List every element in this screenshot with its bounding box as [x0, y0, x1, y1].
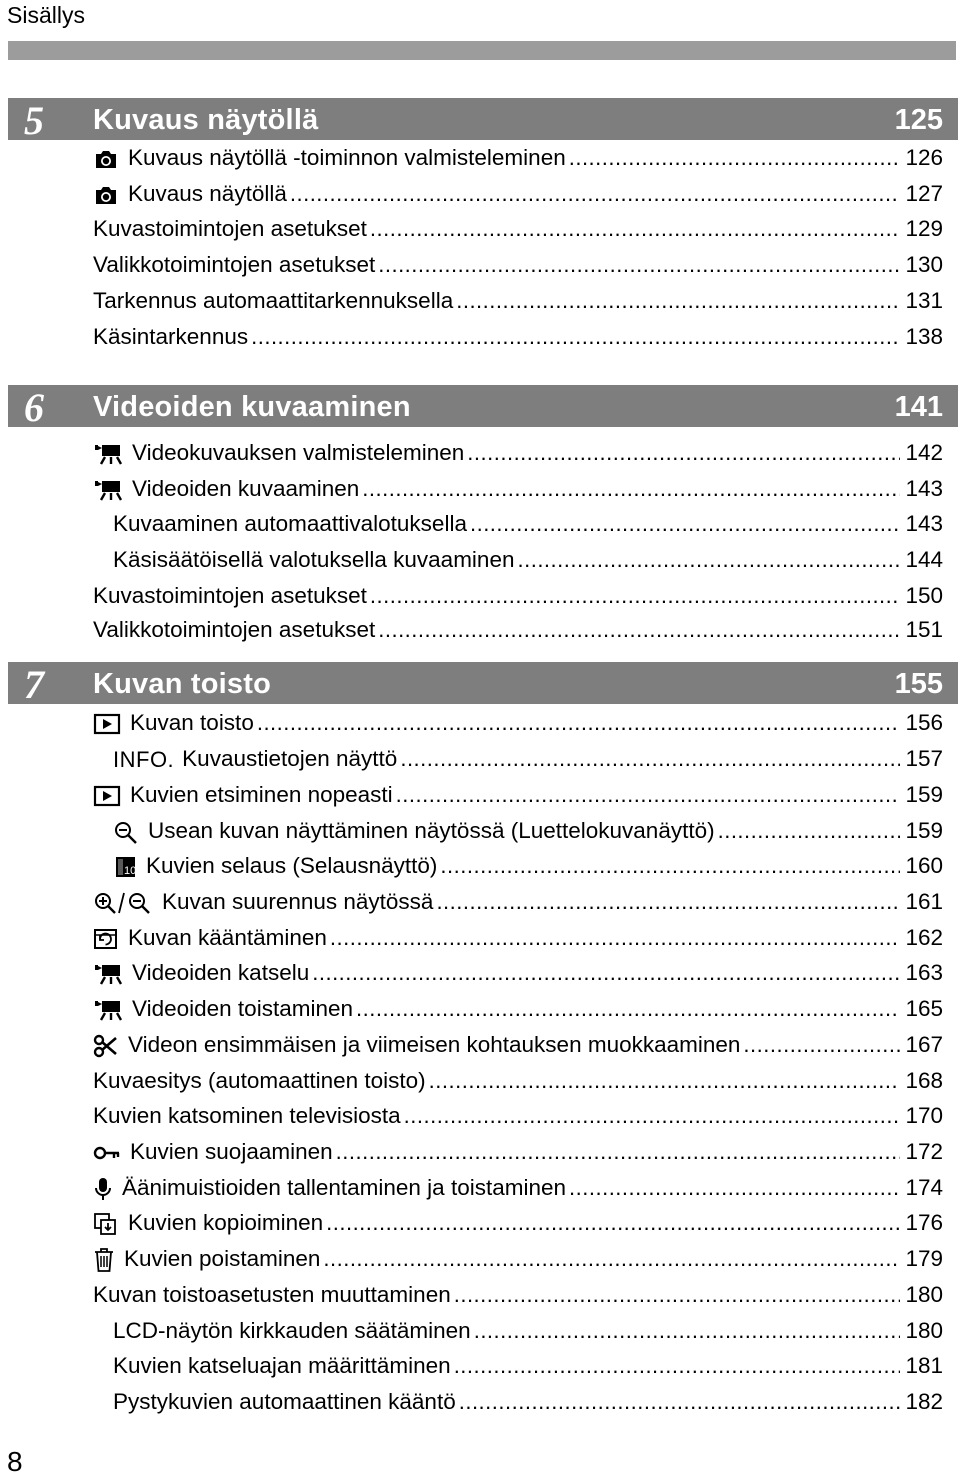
toc-entry-page: 131 [905, 288, 943, 313]
toc-entry-page: 130 [905, 252, 943, 277]
toc-entry-page: 143 [905, 476, 943, 501]
chapter-number: 6 [24, 385, 44, 430]
toc-entry-title: Kuvan suurennus näytössä [162, 889, 434, 914]
chapter-title: Kuvan toisto [93, 668, 272, 700]
leader-dots [569, 1175, 900, 1201]
svg-text:10: 10 [124, 865, 137, 877]
toc-entry-title: Kuvien suojaaminen [130, 1139, 333, 1164]
toc-entry-page: 174 [905, 1175, 943, 1200]
toc-entry-page: 181 [905, 1353, 943, 1378]
leader-dots [718, 818, 901, 844]
toc-entry-page: 142 [905, 440, 943, 465]
toc-entry[interactable] [113, 853, 943, 881]
leader-dots [356, 996, 900, 1022]
chapter-heading[interactable] [8, 385, 958, 430]
copy-icon [93, 1212, 119, 1236]
toc-entry-page: 151 [905, 617, 943, 642]
toc-entry-page: 144 [905, 547, 943, 572]
info-icon [113, 747, 174, 773]
toc-entry-page: 168 [905, 1068, 943, 1093]
toc-entry[interactable] [93, 181, 943, 209]
toc-entry[interactable] [93, 1246, 943, 1274]
toc-entry[interactable] [93, 288, 943, 316]
toc-entry[interactable] [93, 1068, 943, 1096]
toc-entry[interactable] [93, 1139, 943, 1167]
leader-dots [440, 853, 900, 879]
toc-entry-page: 138 [905, 324, 943, 349]
toc-entry-page: 172 [905, 1139, 943, 1164]
leader-dots [378, 252, 900, 278]
leader-dots [396, 782, 901, 808]
chapter-page-number: 155 [894, 668, 943, 700]
toc-entry-title: Kuvaustietojen näyttö [182, 746, 398, 771]
toc-entry[interactable] [93, 440, 943, 468]
leader-dots [743, 1032, 900, 1058]
toc-entry-page: 180 [905, 1282, 943, 1307]
toc-entry[interactable] [113, 818, 943, 846]
jump-icon [113, 855, 137, 879]
toc-entry-page: 159 [905, 782, 943, 807]
toc-entry-page: 160 [905, 853, 943, 878]
toc-entry-title: Valikkotoimintojen asetukset [93, 252, 376, 277]
toc-entry[interactable] [93, 324, 943, 352]
toc-entry-page: 167 [905, 1032, 943, 1057]
toc-entry[interactable] [93, 476, 943, 504]
playback-icon [93, 785, 121, 807]
toc-entry-title: Kuvan toisto [130, 710, 254, 735]
toc-entry-page: 161 [905, 889, 943, 914]
toc-entry-title: Videoiden kuvaaminen [132, 476, 360, 501]
leader-dots [323, 1246, 900, 1272]
leader-dots [257, 710, 901, 736]
chapter-page-number: 125 [894, 104, 943, 136]
toc-entry[interactable] [93, 1282, 943, 1310]
toc-entry-page: 156 [905, 710, 943, 735]
toc-entry[interactable] [113, 547, 943, 575]
toc-entry[interactable] [93, 252, 943, 280]
toc-entry[interactable] [93, 617, 943, 645]
header-title: Sisällys [7, 2, 85, 28]
toc-entry-title: Käsisäätöisellä valotuksella kuvaaminen [113, 547, 515, 572]
playback-icon [93, 713, 121, 735]
toc-entry-page: 159 [905, 818, 943, 843]
toc-entry[interactable] [93, 889, 943, 917]
toc-entry-page: 127 [905, 181, 943, 206]
toc-entry-title: Videoiden katselu [132, 960, 310, 985]
toc-entry-title: Videoiden toistaminen [132, 996, 353, 1021]
toc-entry-page: 150 [905, 583, 943, 608]
leader-dots [517, 547, 900, 573]
camera-icon [93, 184, 119, 206]
toc-entry-page: 126 [905, 145, 943, 170]
toc-entry[interactable] [113, 1318, 943, 1346]
toc-entry-title: Kuvastoimintojen asetukset [93, 583, 367, 608]
leader-dots [326, 1210, 900, 1236]
leader-dots [436, 889, 900, 915]
toc-entry-page: 143 [905, 511, 943, 536]
toc-entry[interactable] [113, 1389, 943, 1417]
toc-entry-page: 180 [905, 1318, 943, 1343]
toc-entry-title: Tarkennus automaattitarkennuksella [93, 288, 454, 313]
leader-dots [370, 583, 901, 609]
chapter-page-number: 141 [894, 391, 943, 423]
leader-dots [336, 1139, 901, 1165]
chapter-number: 5 [24, 98, 44, 143]
toc-entry-title: Videokuvauksen valmisteleminen [132, 440, 465, 465]
toc-entry[interactable] [93, 782, 943, 810]
toc-entry-title: Kuvien katsominen televisiosta [93, 1103, 401, 1128]
toc-entry[interactable] [113, 511, 943, 539]
toc-entry-page: 129 [905, 216, 943, 241]
toc-entry[interactable] [93, 145, 943, 173]
trash-icon [93, 1247, 115, 1273]
toc-entry[interactable] [93, 996, 943, 1024]
leader-dots [330, 925, 901, 951]
leader-dots [400, 746, 900, 772]
toc-entry-page: 182 [905, 1389, 943, 1414]
toc-entry-title: Kuvien poistaminen [124, 1246, 321, 1271]
toc-entry-page: 176 [905, 1210, 943, 1235]
toc-entry-title: Pystykuvien automaattinen kääntö [113, 1389, 456, 1414]
toc-entry[interactable] [93, 583, 943, 611]
toc-entry-page: 170 [905, 1103, 943, 1128]
scissors-icon [93, 1034, 119, 1058]
chapter-title: Videoiden kuvaaminen [93, 391, 411, 423]
leader-dots [312, 960, 900, 986]
toc-entry-title: Kuvien kopioiminen [128, 1210, 324, 1235]
toc-entry-page: 163 [905, 960, 943, 985]
leader-dots [454, 1353, 901, 1379]
toc-entry-title: Kuvaesitys (automaattinen toisto) [93, 1068, 426, 1093]
toc-entry[interactable] [93, 1103, 943, 1131]
camera-icon [93, 148, 119, 170]
leader-dots [404, 1103, 901, 1129]
header-rule [8, 41, 956, 60]
movie-camera-icon [93, 442, 123, 466]
leader-dots [429, 1068, 901, 1094]
chapter-number: 7 [24, 662, 44, 707]
toc-entry[interactable] [93, 960, 943, 988]
leader-dots [459, 1389, 901, 1415]
leader-dots [290, 181, 901, 207]
toc-entry-title: Kuvien selaus (Selausnäyttö) [146, 853, 438, 878]
toc-entry[interactable] [113, 1353, 943, 1381]
toc-entry-title: Usean kuvan näyttäminen näytössä (Luettelokuvanäyttö) [148, 818, 715, 843]
toc-entry-title: Kuvan toistoasetusten muuttaminen [93, 1282, 451, 1307]
toc-entry-title: LCD-näytön kirkkauden säätäminen [113, 1318, 471, 1343]
toc-entry-title: Kuvien etsiminen nopeasti [130, 782, 393, 807]
leader-dots [454, 1282, 901, 1308]
toc-entry[interactable] [113, 746, 943, 774]
leader-dots [251, 324, 900, 350]
toc-entry[interactable] [93, 1032, 943, 1060]
toc-entry-title: Videon ensimmäisen ja viimeisen kohtauksen muokkaaminen [128, 1032, 741, 1057]
page-number: 8 [7, 1446, 23, 1477]
microphone-icon [93, 1176, 113, 1202]
toc-entry-page: 165 [905, 996, 943, 1021]
toc-entry-title: Kuvien katseluajan määrittäminen [113, 1353, 451, 1378]
key-icon [93, 1143, 121, 1163]
zoom-out-icon [113, 820, 139, 844]
info-icon-label: INFO. [113, 747, 175, 772]
toc-entry[interactable] [93, 1175, 943, 1203]
chapter-heading[interactable] [8, 662, 958, 707]
toc-entry-title: Äänimuistioiden tallentaminen ja toistaminen [122, 1175, 567, 1200]
toc-entry[interactable] [93, 710, 943, 738]
chapter-heading[interactable] [8, 98, 958, 143]
leader-dots [467, 440, 900, 466]
leader-dots [474, 1318, 901, 1344]
movie-camera-icon [93, 962, 123, 986]
toc-entry-title: Kuvaus näytöllä [128, 181, 287, 206]
rotate-icon [93, 927, 119, 951]
toc-entry[interactable] [93, 1210, 943, 1238]
toc-entry-title: Kuvaaminen automaattivalotuksella [113, 511, 467, 536]
leader-dots [362, 476, 900, 502]
movie-camera-icon [93, 478, 123, 502]
leader-dots [470, 511, 900, 537]
toc-entry[interactable] [93, 925, 943, 953]
toc-entry-title: Kuvan kääntäminen [128, 925, 327, 950]
toc-entry-title: Käsintarkennus [93, 324, 249, 349]
leader-dots [370, 216, 901, 242]
toc-entry-title: Valikkotoimintojen asetukset [93, 617, 376, 642]
chapter-title: Kuvaus näytöllä [93, 104, 319, 136]
toc-entry-page: 162 [905, 925, 943, 950]
leader-dots [456, 288, 900, 314]
toc-entry-page: 157 [905, 746, 943, 771]
zoom-in-out-icon [93, 891, 153, 915]
leader-dots [569, 145, 901, 171]
toc-entry-page: 179 [905, 1246, 943, 1271]
movie-camera-icon [93, 998, 123, 1022]
toc-entry[interactable] [93, 216, 943, 244]
toc-entry-title: Kuvaus näytöllä -toiminnon valmisteleminen [128, 145, 566, 170]
toc-entry-title: Kuvastoimintojen asetukset [93, 216, 367, 241]
leader-dots [378, 617, 900, 643]
